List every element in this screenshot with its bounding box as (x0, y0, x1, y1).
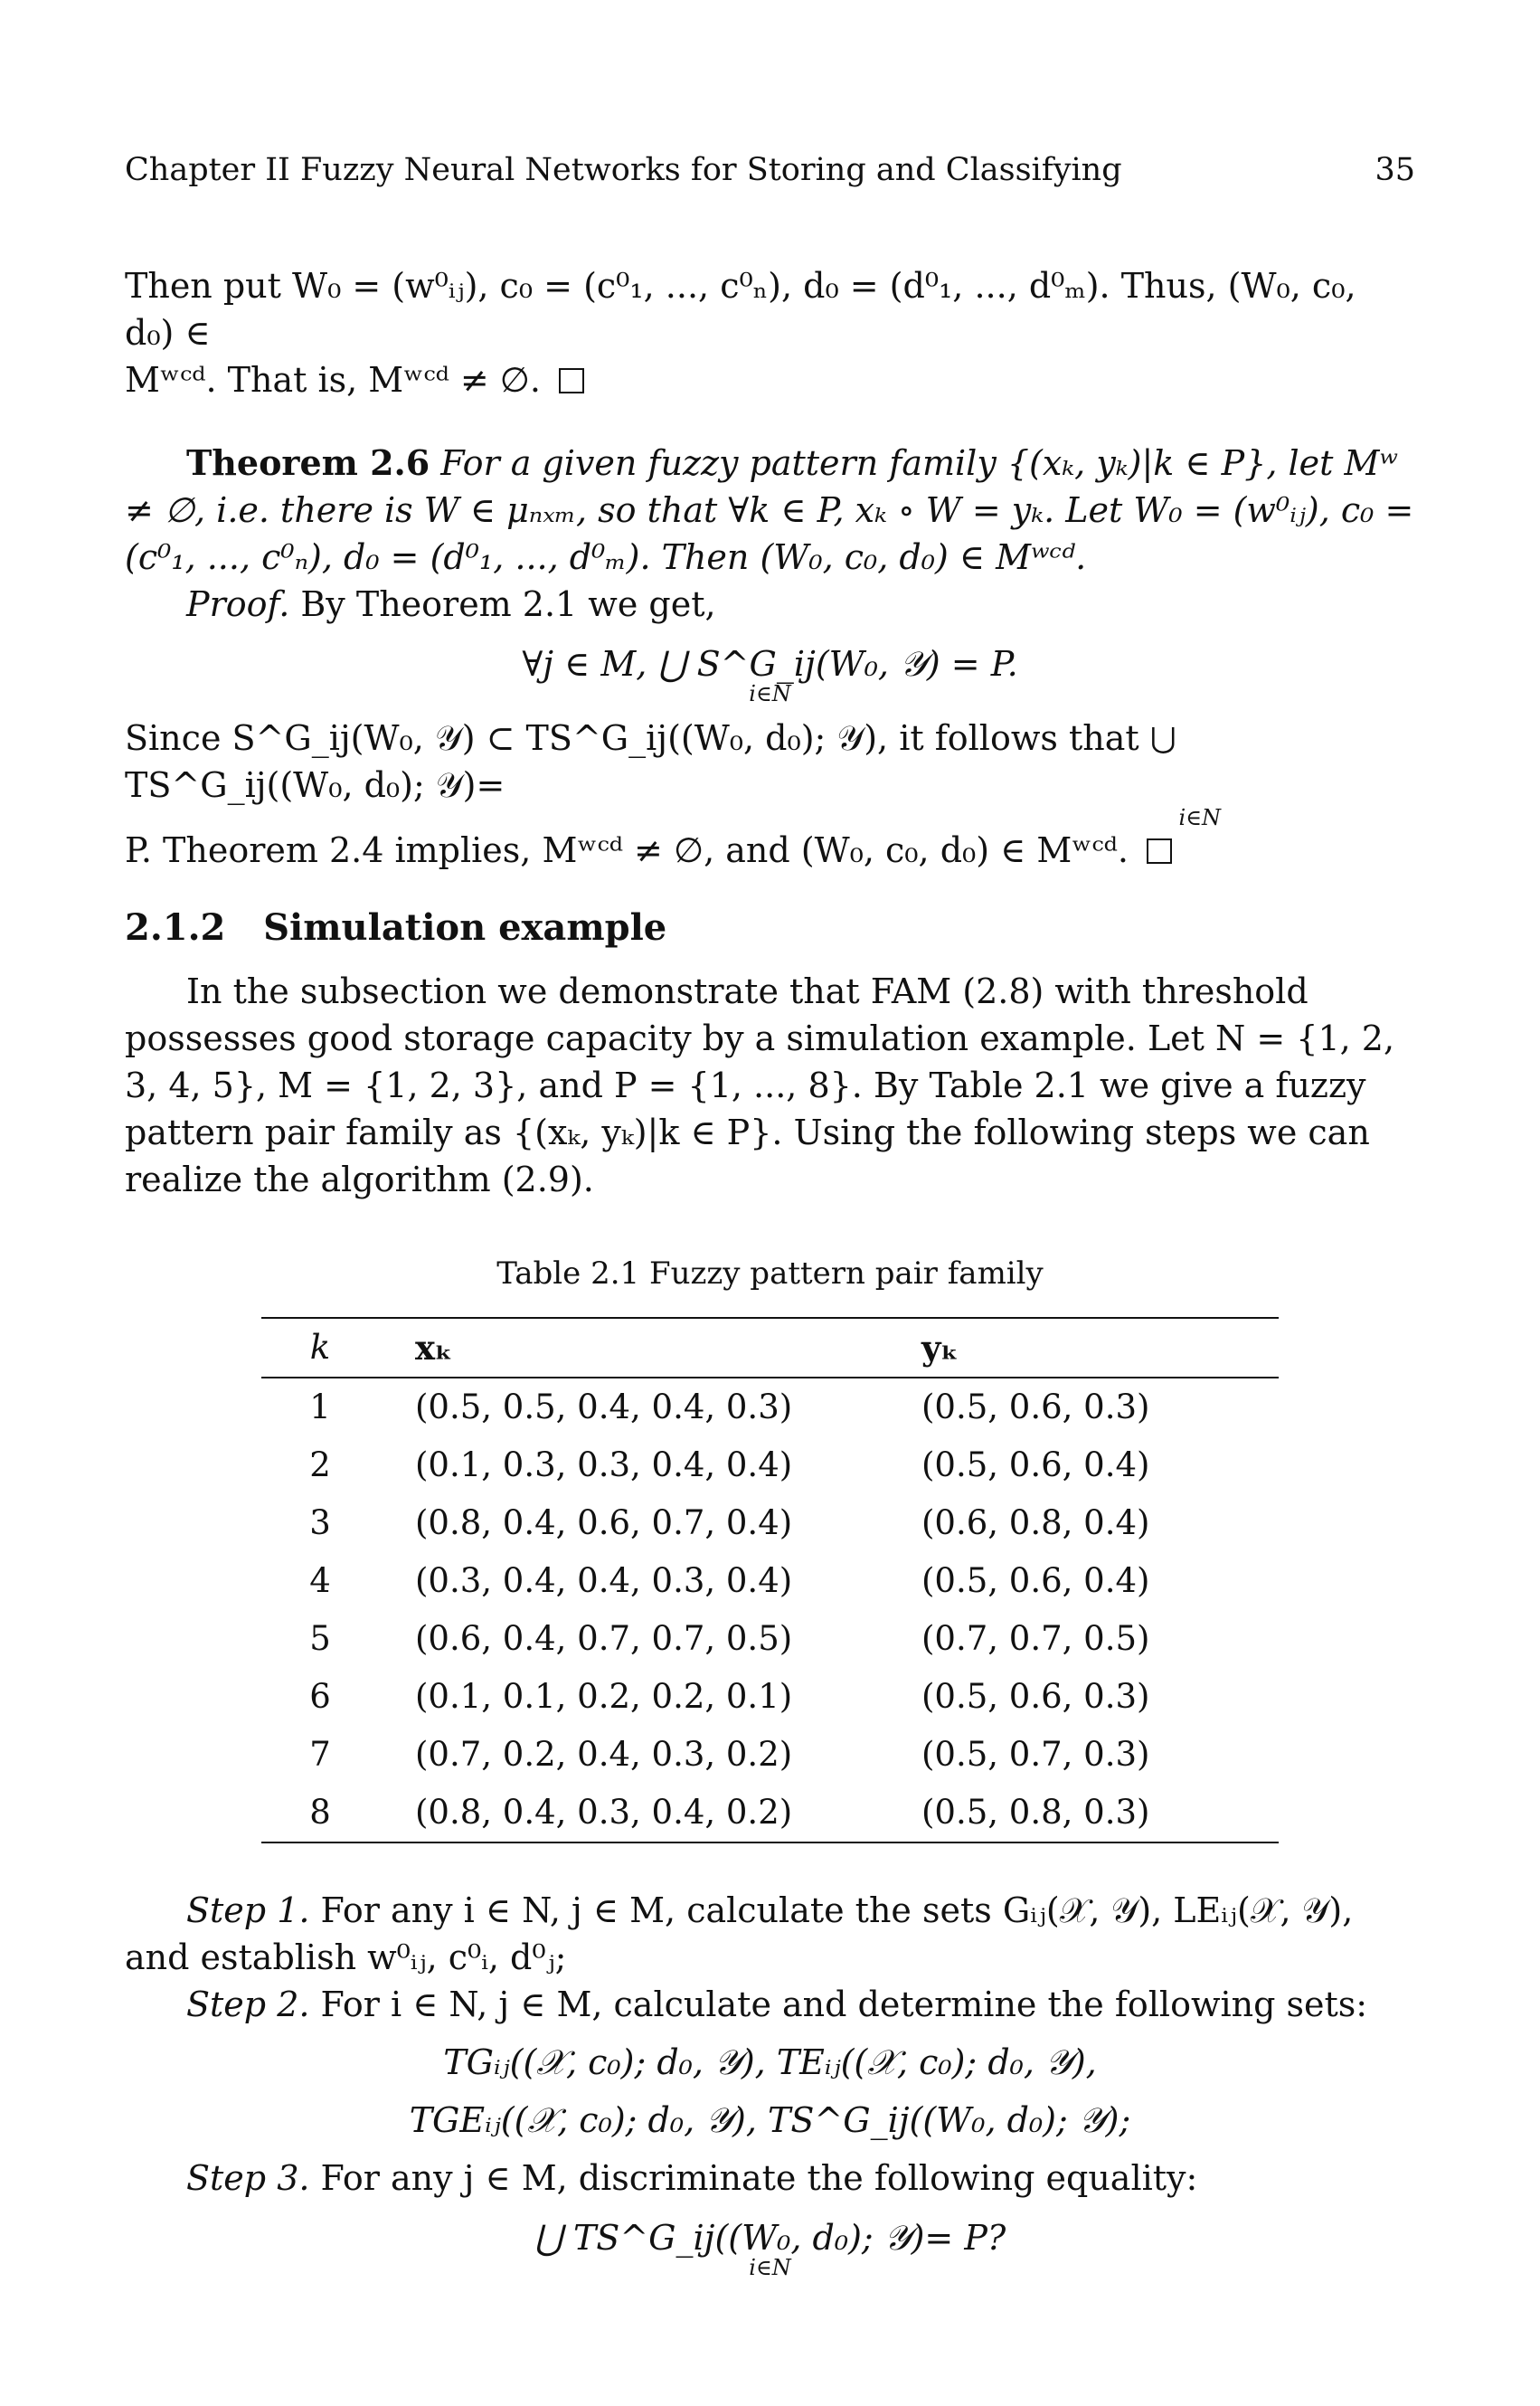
proof-intro (125, 581, 1415, 628)
step-1 (125, 1887, 1415, 1981)
header-k: k (309, 1328, 331, 1367)
equation-union-main: ∀j ∈ M, ⋃ S^G_ij(W₀, 𝒴) = P. (522, 644, 1018, 684)
theorem-2-6 (125, 440, 1415, 581)
table-row (261, 1668, 1279, 1726)
cell-y: (0.5, 0.6, 0.3) (921, 1388, 1150, 1426)
cell-x: (0.1, 0.3, 0.3, 0.4, 0.4) (415, 1445, 793, 1484)
cell-k: 7 (309, 1735, 331, 1774)
algorithm-steps (125, 1887, 1415, 2279)
cell-x: (0.3, 0.4, 0.4, 0.3, 0.4) (415, 1561, 793, 1600)
cell-x: (0.8, 0.4, 0.6, 0.7, 0.4) (415, 1503, 793, 1542)
cell-x: (0.7, 0.2, 0.4, 0.3, 0.2) (415, 1735, 793, 1774)
proof-label: Proof. (186, 584, 290, 624)
equation-union-subscript: i∈N (749, 681, 791, 706)
proof-text: By Theorem 2.1 we get, (300, 584, 716, 624)
table-row (261, 1494, 1279, 1552)
qed-icon (1147, 838, 1172, 864)
theorem-label: Theorem 2.6 (186, 442, 430, 483)
cell-k: 1 (309, 1388, 331, 1426)
table-row (261, 1378, 1279, 1436)
table-header-row (261, 1318, 1279, 1378)
equation-union (125, 640, 1415, 706)
proof-conclusion-text: P. Theorem 2.4 implies, Mʷᶜᵈ ≠ ∅, and (W₀, c₀, d₀) ∈ Mʷᶜᵈ. (125, 830, 1129, 870)
pattern-table (261, 1317, 1279, 1843)
qed-icon (559, 368, 584, 393)
cell-k: 5 (309, 1619, 331, 1658)
cell-y: (0.5, 0.8, 0.3) (921, 1793, 1150, 1832)
cell-k: 3 (309, 1503, 331, 1542)
step-2-math-2: TGEᵢⱼ((𝒳, c₀); d₀, 𝒴), TS^G_ij((W₀, d₀); 𝒴); (409, 2100, 1131, 2140)
cell-y: (0.6, 0.8, 0.4) (921, 1503, 1150, 1542)
intro-paragraph (125, 262, 1415, 403)
cell-y: (0.5, 0.6, 0.4) (921, 1445, 1150, 1484)
cell-x: (0.6, 0.4, 0.7, 0.7, 0.5) (415, 1619, 793, 1658)
step-3-text: For any j ∈ M, discriminate the following equality: (320, 2158, 1198, 2198)
section-number: 2.1.2 (125, 906, 226, 949)
chapter-title: Chapter II Fuzzy Neural Networks for Storing and Classifying (125, 152, 1122, 188)
cell-x: (0.1, 0.1, 0.2, 0.2, 0.1) (415, 1677, 793, 1716)
table-row (261, 1436, 1279, 1494)
step-3-label: Step 3. (186, 2158, 310, 2198)
header-y: yₖ (921, 1328, 959, 1368)
cell-k: 8 (309, 1793, 331, 1832)
proof-since-subscript: i∈N (1178, 805, 1221, 830)
page-body (125, 262, 1415, 2288)
step-1-text: For any i ∈ N, j ∈ M, calculate the sets Gᵢⱼ(𝒳, 𝒴), LEᵢⱼ(𝒳, 𝒴), and establish w⁰ᵢⱼ, c⁰ᵢ, d⁰ⱼ; (125, 1890, 1354, 1977)
cell-k: 6 (309, 1677, 331, 1716)
step-2 (125, 1981, 1415, 2028)
table-caption: Table 2.1 Fuzzy pattern pair family (496, 1255, 1044, 1292)
table-row (261, 1552, 1279, 1610)
header-x: xₖ (415, 1328, 453, 1368)
table-row (261, 1784, 1279, 1842)
cell-y: (0.5, 0.6, 0.3) (921, 1677, 1150, 1716)
running-header (125, 152, 1415, 188)
cell-k: 4 (309, 1561, 331, 1600)
theorem-text: For a given fuzzy pattern family {(xₖ, yₖ)|k ∈ P}, let Mʷ ≠ ∅, i.e. there is W ∈ μₙₓₘ, so that ∀k ∈ P, xₖ ∘ W = yₖ. Let W₀ = (w⁰ᵢⱼ), c₀ = (c⁰₁, ..., c⁰ₙ), d₀ = (d⁰₁, ..., d⁰ₘ). Then (W₀, c₀, d₀) ∈ Mʷᶜᵈ. (125, 443, 1414, 577)
proof-conclusion (125, 827, 1415, 874)
intro-line-2: Mʷᶜᵈ. That is, Mʷᶜᵈ ≠ ∅. (125, 360, 541, 400)
simulation-paragraph: In the subsection we demonstrate that FAM (2.8) with threshold possesses good storage capacity by a simulation example. Let N = {1, 2, 3, 4, 5}, M = {1, 2, 3}, and P = {1, ..., 8}. By Table 2.1 we give a fuzzy pattern pair family as {(xₖ, yₖ)|k ∈ P}. Using the following steps we can realize the algorithm (2.9). (125, 971, 1395, 1199)
step-3-math: ⋃ TS^G_ij((W₀, d₀); 𝒴)= P? (534, 2218, 1006, 2258)
step-3-subscript: i∈N (749, 2255, 791, 2280)
cell-x: (0.5, 0.5, 0.4, 0.4, 0.3) (415, 1388, 793, 1426)
step-2-label: Step 2. (186, 1984, 310, 2024)
section-title: Simulation example (263, 906, 667, 949)
cell-y: (0.7, 0.7, 0.5) (921, 1619, 1150, 1658)
section-heading (125, 905, 1415, 952)
page-number: 35 (1375, 152, 1415, 188)
step-2-text: For i ∈ N, j ∈ M, calculate and determine the following sets: (320, 1984, 1368, 2024)
cell-y: (0.5, 0.6, 0.4) (921, 1561, 1150, 1600)
step-2-math-1: TGᵢⱼ((𝒳, c₀); d₀, 𝒴), TEᵢⱼ((𝒳, c₀); d₀, 𝒴), (443, 2042, 1097, 2082)
cell-x: (0.8, 0.4, 0.3, 0.4, 0.2) (415, 1793, 793, 1832)
step-1-label: Step 1. (186, 1890, 310, 1930)
step-3-equation (125, 2214, 1415, 2279)
intro-line-1: Then put W₀ = (w⁰ᵢⱼ), c₀ = (c⁰₁, ..., c⁰ₙ), d₀ = (d⁰₁, ..., d⁰ₘ). Thus, (W₀, c₀, d₀) ∈ (125, 266, 1356, 353)
proof-since-text: Since S^G_ij(W₀, 𝒴) ⊂ TS^G_ij((W₀, d₀); 𝒴), it follows that ⋃ TS^G_ij((W₀, d₀); 𝒴)= (125, 718, 1176, 805)
step-3 (125, 2155, 1415, 2202)
proof-since (125, 715, 1415, 809)
cell-y: (0.5, 0.7, 0.3) (921, 1735, 1150, 1774)
table-row (261, 1726, 1279, 1784)
table-row (261, 1610, 1279, 1668)
cell-k: 2 (309, 1445, 331, 1484)
